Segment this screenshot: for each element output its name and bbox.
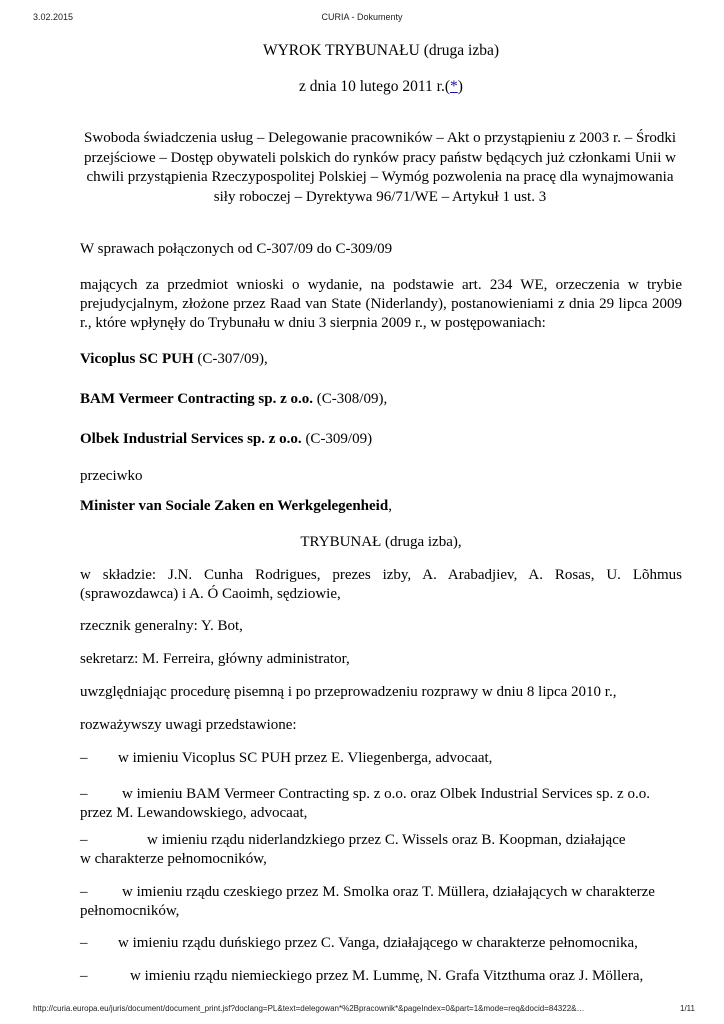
party-name: Olbek Industrial Services sp. z o.o. xyxy=(80,431,302,447)
dash-bullet: – xyxy=(80,968,88,984)
defendant xyxy=(80,497,682,516)
observation-text: w imieniu rządu duńskiego przez C. Vanga, działającego w charakterze pełnomocnika, xyxy=(118,935,638,951)
dash-bullet: – xyxy=(80,750,88,766)
print-page-title: CURIA - Dokumenty xyxy=(321,12,403,22)
party-name: BAM Vermeer Contracting sp. z o.o. xyxy=(80,391,314,407)
observation-text: w imieniu BAM Vermeer Contracting sp. z o.o. oraz Olbek Industrial Services sp. z o.o. xyxy=(122,786,650,802)
dash-bullet: – xyxy=(80,935,88,951)
registrar: sekretarz: M. Ferreira, główny administrator, xyxy=(80,651,350,667)
composition-paragraph: w składzie: J.N. Cunha Rodrigues, prezes izby, A. Arabadjiev, A. Rosas, U. Lõhmus (sprawozdawca) i A. Ó Caoimh, sędziowie, xyxy=(80,567,682,602)
party-case: (C‑309/09) xyxy=(301,431,373,447)
procedure-line: uwzględniając procedurę pisemną i po przeprowadzeniu rozprawy w dniu 8 lipca 2010 r., xyxy=(80,684,617,700)
observations-intro: rozważywszy uwagi przedstawione: xyxy=(80,717,297,733)
subject-paragraph: mających za przedmiot wnioski o wydanie, na podstawie art. 234 WE, orzeczenia w trybie prejudycjalnym, złożone przez Raad van State (Niderlandy), postanowieniami z dnia 29 lipca 2009 r., które wpłynęły do Trybunału w dniu 3 sierpnia 2009 r., w postępowaniach: xyxy=(80,277,682,331)
observation-text-cont: w charakterze pełnomocników, xyxy=(80,851,267,867)
cases-intro: W sprawach połączonych od C‑307/09 do C‑309/09 xyxy=(80,241,393,257)
judgment-summary: Swoboda świadczenia usług – Delegowanie pracowników – Akt o przystąpieniu z 2003 r. – Środki przejściowe – Dostęp obywateli polskich do rynków pracy państw będących już członkami Unii w chwili przystąpienia Rzeczypospolitej Polskiej – Wymóg pozwolenia na pracę dla wynajmowania siły roboczej – Dyrektywa 96/71/WE – Artykuł 1 ust. 3 xyxy=(84,130,676,205)
versus-line: przeciwko xyxy=(80,468,143,484)
observation-text-cont: przez M. Lewandowskiego, advocaat, xyxy=(80,805,308,821)
print-url: http://curia.europa.eu/juris/document/document_print.jsf?doclang=PL&text=delegowan*%2Bpracownik*&pageIndex=0&part=1&mode=req&docid=84322&… xyxy=(33,1004,585,1013)
party-name: Vicoplus SC PUH xyxy=(80,351,194,367)
party-1 xyxy=(80,350,682,369)
date-paren-open: ( xyxy=(444,78,451,95)
court-name: TRYBUNAŁ (druga izba), xyxy=(300,534,462,550)
judgment-date xyxy=(80,77,682,96)
party-2 xyxy=(80,390,682,409)
party-3 xyxy=(80,430,682,449)
page-number: 1/11 xyxy=(680,1004,695,1013)
advocate-general: rzecznik generalny: Y. Bot, xyxy=(80,618,243,634)
observation-text: w imieniu rządu czeskiego przez M. Smolka oraz T. Müllera, działających w charakterze xyxy=(122,884,655,900)
dash-bullet: – xyxy=(80,884,88,900)
footnote-link[interactable]: * xyxy=(450,78,458,95)
party-case: (C‑307/09), xyxy=(193,351,268,367)
date-paren-close: ) xyxy=(457,78,463,95)
observation-text: w imieniu rządu niderlandzkiego przez C. Wissels oraz B. Koopman, działające xyxy=(147,832,626,848)
judgment-heading: WYROK TRYBUNAŁU (druga izba) xyxy=(262,42,500,59)
observation-text: w imieniu Vicoplus SC PUH przez E. Vliegenberga, advocaat, xyxy=(118,750,493,766)
party-case: (C‑308/09), xyxy=(313,391,388,407)
defendant-name: Minister van Sociale Zaken en Werkgelegenheid xyxy=(80,498,389,514)
dash-bullet: – xyxy=(80,786,88,802)
defendant-suffix: , xyxy=(388,498,392,514)
dash-bullet: – xyxy=(80,832,88,848)
print-date: 3.02.2015 xyxy=(33,12,74,22)
observation-text-cont: pełnomocników, xyxy=(80,903,180,919)
observation-text: w imieniu rządu niemieckiego przez M. Lummę, N. Grafa Vitzthuma oraz J. Möllera, xyxy=(130,968,644,984)
judgment-date-text: z dnia 10 lutego 2011 r. xyxy=(299,78,445,95)
